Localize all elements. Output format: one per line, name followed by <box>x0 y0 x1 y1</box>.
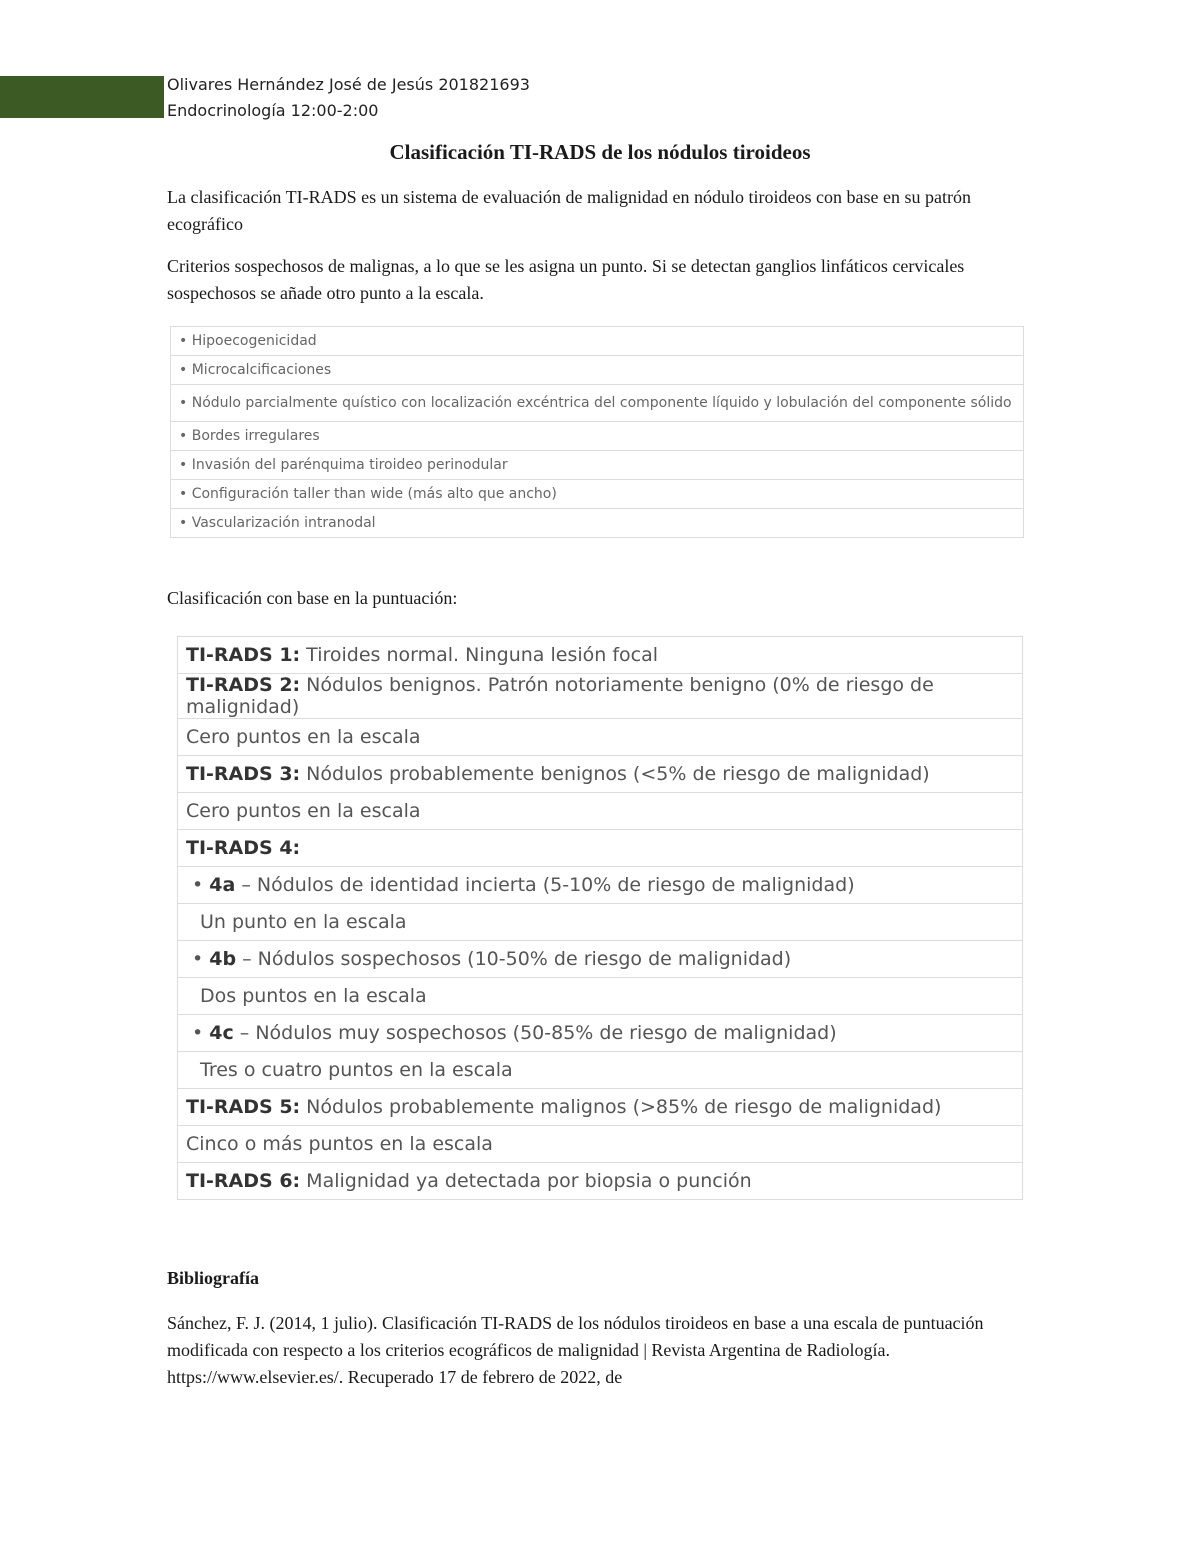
score-label: TI-RADS 1: <box>186 644 301 666</box>
criteria-item: Microcalcificaciones <box>191 362 332 378</box>
criteria-item: Bordes irregulares <box>191 428 320 444</box>
criteria-row: • Vascularización intranodal <box>171 509 1024 538</box>
score-row <box>178 637 1023 674</box>
score-text: Dos puntos en la escala <box>200 985 427 1007</box>
score-row <box>178 904 1023 941</box>
score-label: TI-RADS 2: <box>186 674 301 696</box>
bibliography-heading: Bibliografía <box>167 1268 260 1288</box>
score-text: – Nódulos sospechosos (10-50% de riesgo de malignidad) <box>236 948 792 970</box>
criteria-row: • Configuración taller than wide (más alto que ancho) <box>171 480 1024 509</box>
score-text: Tres o cuatro puntos en la escala <box>200 1059 513 1081</box>
score-label: TI-RADS 4: <box>186 837 301 859</box>
score-row <box>178 674 1023 719</box>
score-row <box>178 756 1023 793</box>
score-row: • 4c – Nódulos muy sospechosos (50-85% de riesgo de malignidad) <box>178 1015 1023 1052</box>
score-row <box>178 793 1023 830</box>
score-text: Un punto en la escala <box>200 911 407 933</box>
score-text: Cero puntos en la escala <box>186 726 421 748</box>
document-title: Clasificación TI-RADS de los nódulos tiroideos <box>389 140 811 164</box>
criteria-item: Vascularización intranodal <box>191 515 376 531</box>
score-label: 4c <box>209 1022 234 1044</box>
score-row <box>178 978 1023 1015</box>
criteria-row: • Nódulo parcialmente quístico con localización excéntrica del componente líquido y lobulación del componente sólido <box>171 385 1024 422</box>
criteria-table <box>170 326 1024 538</box>
author-line: Olivares Hernández José de Jesús 201821693 <box>167 75 530 94</box>
bibliography-entry: Sánchez, F. J. (2014, 1 julio). Clasificación TI-RADS de los nódulos tiroideos en base a una escala de puntuación modificada con respecto a los criterios ecográficos de malignidad | Revista Argentina de Radiología. https://www.elsevier.es/. Recuperado 17 de febrero de 2022, de <box>167 1313 984 1387</box>
score-text: Tiroides normal. Ninguna lesión focal <box>300 644 659 666</box>
header-color-bar <box>0 76 164 118</box>
score-row <box>178 719 1023 756</box>
criteria-item: Nódulo parcialmente quístico con localización excéntrica del componente líquido y lobulación del componente sólido <box>191 395 1012 411</box>
score-intro-paragraph: Clasificación con base en la puntuación: <box>167 588 458 608</box>
score-text: – Nódulos de identidad incierta (5-10% de riesgo de malignidad) <box>235 874 855 896</box>
score-label: 4a <box>209 874 236 896</box>
score-label: 4b <box>209 948 237 970</box>
criteria-item: Configuración taller than wide (más alto que ancho) <box>191 486 557 502</box>
score-row <box>178 1163 1023 1200</box>
criteria-intro-paragraph: Criterios sospechosos de malignas, a lo que se les asigna un punto. Si se detectan ganglios linfáticos cervicales sospechosos se añade otro punto a la escala. <box>167 256 965 303</box>
score-text: Cero puntos en la escala <box>186 800 421 822</box>
course-line: Endocrinología 12:00-2:00 <box>167 101 379 120</box>
score-row: • 4a – Nódulos de identidad incierta (5-10% de riesgo de malignidad) <box>178 867 1023 904</box>
criteria-row: • Bordes irregulares <box>171 422 1024 451</box>
author-header <box>167 72 530 124</box>
score-text: Cinco o más puntos en la escala <box>186 1133 493 1155</box>
score-text: Malignidad ya detectada por biopsia o punción <box>300 1170 752 1192</box>
criteria-row: • Hipoecogenicidad <box>171 327 1024 356</box>
score-label: TI-RADS 6: <box>186 1170 301 1192</box>
score-row <box>178 830 1023 867</box>
score-row <box>178 1126 1023 1163</box>
score-table <box>177 636 1023 1200</box>
criteria-row: • Invasión del parénquima tiroideo perinodular <box>171 451 1024 480</box>
score-row: • 4b – Nódulos sospechosos (10-50% de riesgo de malignidad) <box>178 941 1023 978</box>
criteria-row: • Microcalcificaciones <box>171 356 1024 385</box>
score-text: Nódulos probablemente benignos (<5% de riesgo de malignidad) <box>300 763 930 785</box>
score-text: – Nódulos muy sospechosos (50-85% de riesgo de malignidad) <box>233 1022 837 1044</box>
criteria-item: Invasión del parénquima tiroideo perinodular <box>191 457 508 473</box>
intro-paragraph: La clasificación TI-RADS es un sistema de evaluación de malignidad en nódulo tiroideos con base en su patrón ecográfico <box>167 187 971 234</box>
score-text: Nódulos probablemente malignos (>85% de riesgo de malignidad) <box>300 1096 942 1118</box>
score-row <box>178 1052 1023 1089</box>
criteria-item: Hipoecogenicidad <box>191 333 317 349</box>
score-row <box>178 1089 1023 1126</box>
score-label: TI-RADS 5: <box>186 1096 301 1118</box>
score-label: TI-RADS 3: <box>186 763 301 785</box>
score-text: Nódulos benignos. Patrón notoriamente benigno (0% de riesgo de malignidad) <box>186 674 934 718</box>
